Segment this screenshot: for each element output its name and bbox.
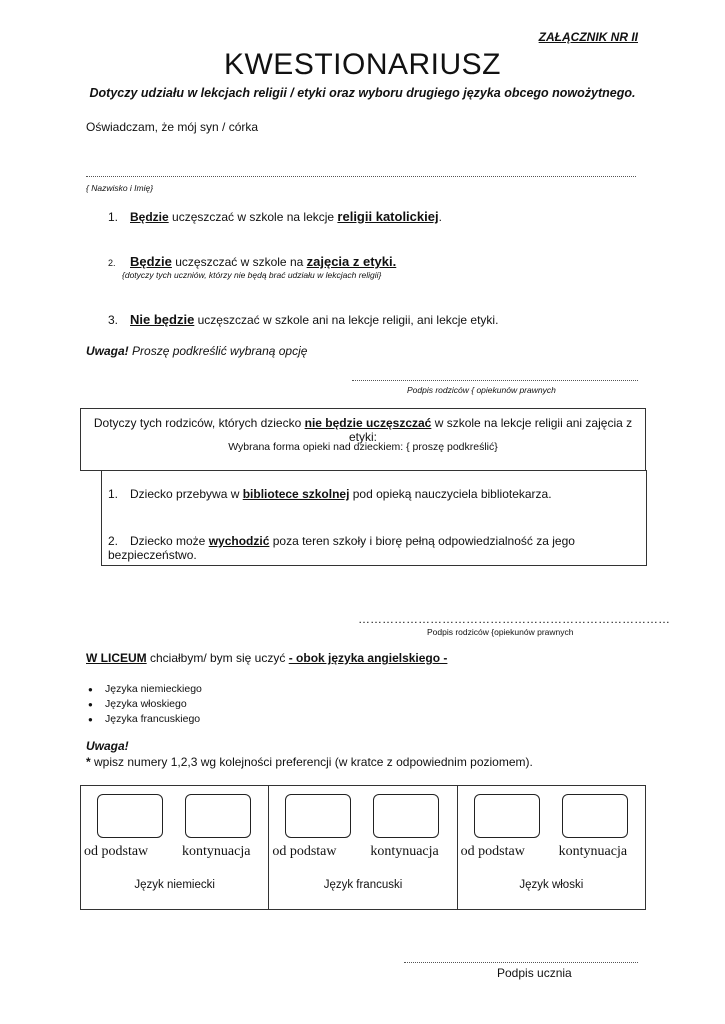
grid-cell-german xyxy=(81,786,268,909)
student-signature-label: Podpis ucznia xyxy=(497,966,572,980)
document-title: KWESTIONARIUSZ xyxy=(223,48,501,81)
attachment-label: ZAŁĄCZNIK NR II xyxy=(538,30,638,44)
checkbox-italian-basic[interactable] xyxy=(474,794,540,838)
parent-signature-line xyxy=(352,380,638,381)
uwaga-note: Uwaga! Proszę podkreślić wybraną opcję xyxy=(86,344,308,358)
care-box-options xyxy=(101,470,647,566)
uwaga-label: Uwaga! xyxy=(86,739,129,753)
care-option-leave: 2. Dziecko może wychodzić poza teren szkoły i biorę pełną odpowiedzialność za jego bezpieczeństwo. xyxy=(108,534,575,562)
care-box-title: Dotyczy tych rodziców, których dziecko nie będzie uczęszczać w szkole na lekcje religii ani zajęcia z etyki: xyxy=(93,416,633,444)
language-list-item: ● Języka francuskiego xyxy=(105,713,200,725)
parent-signature-label-2: Podpis rodziców {opiekunów prawnych xyxy=(427,627,574,637)
level-basic-label: od podstaw xyxy=(460,844,525,859)
language-label: Język włoski xyxy=(519,879,584,891)
option-ethics: 2. Będzie uczęszczać w szkole na zajęcia z etyki. xyxy=(108,254,397,269)
level-continuation-label: kontynuacja xyxy=(370,844,439,859)
checkbox-german-continuation[interactable] xyxy=(185,794,251,838)
option-none: 3. Nie będzie uczęszczać w szkole ani na lekcje religii, ani lekcje etyki. xyxy=(108,312,499,327)
student-signature-line xyxy=(404,962,638,963)
care-box-header xyxy=(80,408,646,471)
care-option-library: 1. Dziecko przebywa w bibliotece szkolnej pod opieką nauczyciela bibliotekarza. xyxy=(108,487,552,501)
language-preference-grid xyxy=(80,785,646,910)
level-continuation-label: kontynuacja xyxy=(558,844,628,859)
level-basic-label: od podstaw xyxy=(272,844,337,859)
declaration-text: Oświadczam, że mój syn / córka xyxy=(86,120,259,134)
option-religion: 1. Będzie uczęszczać w szkole na lekcje religii katolickiej. xyxy=(108,209,442,224)
language-label: Język niemiecki xyxy=(134,879,215,891)
level-basic-label: od podstaw xyxy=(84,844,149,859)
name-hint: { Nazwisko i Imię} xyxy=(86,183,154,193)
checkbox-french-basic[interactable] xyxy=(285,794,351,838)
liceum-heading: W LICEUM chciałbym/ bym się uczyć - obok języka angielskiego - xyxy=(86,651,448,665)
checkbox-french-continuation[interactable] xyxy=(373,794,439,838)
name-line xyxy=(86,176,636,177)
language-list-item: ● Języka niemieckiego xyxy=(105,683,202,695)
parent-signature-dots: …………………………………………………………………… xyxy=(358,612,670,626)
checkbox-german-basic[interactable] xyxy=(97,794,163,838)
checkbox-italian-continuation[interactable] xyxy=(562,794,628,838)
language-list-item: ● Języka włoskiego xyxy=(105,698,187,710)
parent-signature-label: Podpis rodziców { opiekunów prawnych xyxy=(407,385,556,395)
language-label: Język francuski xyxy=(323,879,403,891)
care-box-instruction: Wybrana forma opieki nad dzieckiem: { proszę podkreślić} xyxy=(228,441,498,453)
grid-cell-french xyxy=(268,786,456,909)
document-subtitle: Dotyczy udziału w lekcjach religii / etyki oraz wyboru drugiego języka obcego nowożytnego. xyxy=(89,86,636,100)
level-continuation-label: kontynuacja xyxy=(182,844,251,859)
preference-instruction: * wpisz numery 1,2,3 wg kolejności preferencji (w kratce z odpowiednim poziomem). xyxy=(86,755,533,769)
grid-cell-italian xyxy=(457,786,645,909)
ethics-note: {dotyczy tych uczniów, którzy nie będą brać udziału w lekcjach religii} xyxy=(122,270,382,280)
